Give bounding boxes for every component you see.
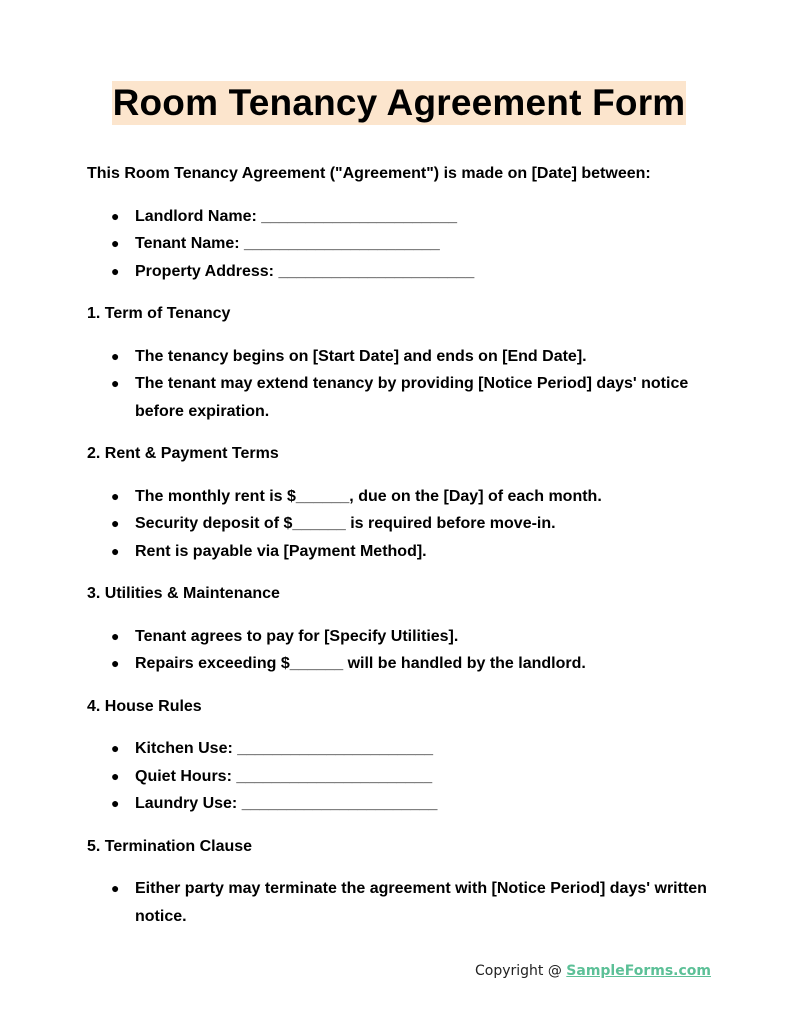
bullet-icon: ●	[111, 207, 120, 224]
list-item-text: Kitchen Use: ______________________	[135, 740, 434, 757]
bullet-icon: ●	[111, 627, 120, 644]
list-item-text: Laundry Use: ______________________	[135, 795, 438, 812]
list-item-text: The monthly rent is $______, due on the [Day] of each month.	[135, 487, 602, 505]
list-item-text: Property Address: ______________________	[135, 262, 475, 280]
parties-list	[87, 203, 717, 286]
section-heading: 4. House Rules	[87, 697, 202, 715]
list-item	[87, 650, 717, 678]
list-item	[87, 203, 717, 231]
list-item-text: Quiet Hours: ______________________	[135, 767, 433, 785]
list-item-text: Repairs exceeding $______ will be handled by the landlord.	[135, 655, 586, 672]
bullet-icon: ●	[111, 767, 120, 784]
list-item-text: Rent is payable via [Payment Method].	[135, 542, 427, 560]
list-item	[87, 623, 717, 651]
list-item	[87, 258, 717, 286]
bullet-icon: ●	[111, 740, 120, 756]
list-item	[87, 370, 717, 425]
section-heading: 1. Term of Tenancy	[87, 305, 231, 322]
bullet-icon: ●	[111, 795, 120, 811]
copyright-footer	[475, 961, 711, 981]
list-item	[87, 343, 717, 371]
intro-text: This Room Tenancy Agreement ("Agreement") is made on [Date] between:	[87, 165, 651, 182]
brand-link[interactable]: SampleForms.com	[566, 963, 711, 979]
list-item	[87, 875, 717, 930]
section-list	[87, 623, 717, 678]
page-title: Room Tenancy Agreement Form	[112, 82, 686, 123]
title-wrap	[0, 81, 798, 125]
bullet-icon: ●	[111, 347, 120, 364]
section-heading: 5. Termination Clause	[87, 837, 253, 855]
list-item	[87, 763, 717, 791]
bullet-icon: ●	[111, 542, 120, 559]
list-item	[87, 790, 717, 818]
list-item	[87, 735, 717, 763]
document-body	[87, 160, 717, 945]
list-item-text: Tenant agrees to pay for [Specify Utilities].	[135, 627, 459, 645]
section-list	[87, 483, 717, 566]
copyright-prefix: Copyright @	[474, 963, 567, 979]
section-list	[87, 343, 717, 426]
bullet-icon: ●	[111, 262, 120, 279]
list-item-text: Landlord Name: ______________________	[135, 207, 457, 225]
section-list	[87, 735, 717, 818]
section-list	[87, 875, 717, 930]
section-heading: 3. Utilities & Maintenance	[87, 585, 280, 602]
bullet-icon: ●	[111, 655, 120, 671]
bullet-icon: ●	[111, 515, 120, 531]
list-item-text: Security deposit of $______ is required before move-in.	[135, 515, 556, 532]
list-item	[87, 510, 717, 538]
list-item	[87, 483, 717, 511]
bullet-icon: ●	[111, 375, 120, 391]
bullet-icon: ●	[111, 880, 120, 896]
list-item	[87, 538, 717, 566]
section-heading: 2. Rent & Payment Terms	[87, 445, 279, 462]
bullet-icon: ●	[111, 235, 120, 251]
list-item-text: Either party may terminate the agreement with [Notice Period] days' written notice.	[135, 880, 707, 925]
list-item-text: The tenant may extend tenancy by providing [Notice Period] days' notice before expiration.	[135, 375, 689, 420]
list-item-text: Tenant Name: ______________________	[135, 235, 440, 252]
bullet-icon: ●	[111, 487, 120, 504]
list-item-text: The tenancy begins on [Start Date] and ends on [End Date].	[135, 347, 587, 365]
list-item	[87, 230, 717, 258]
